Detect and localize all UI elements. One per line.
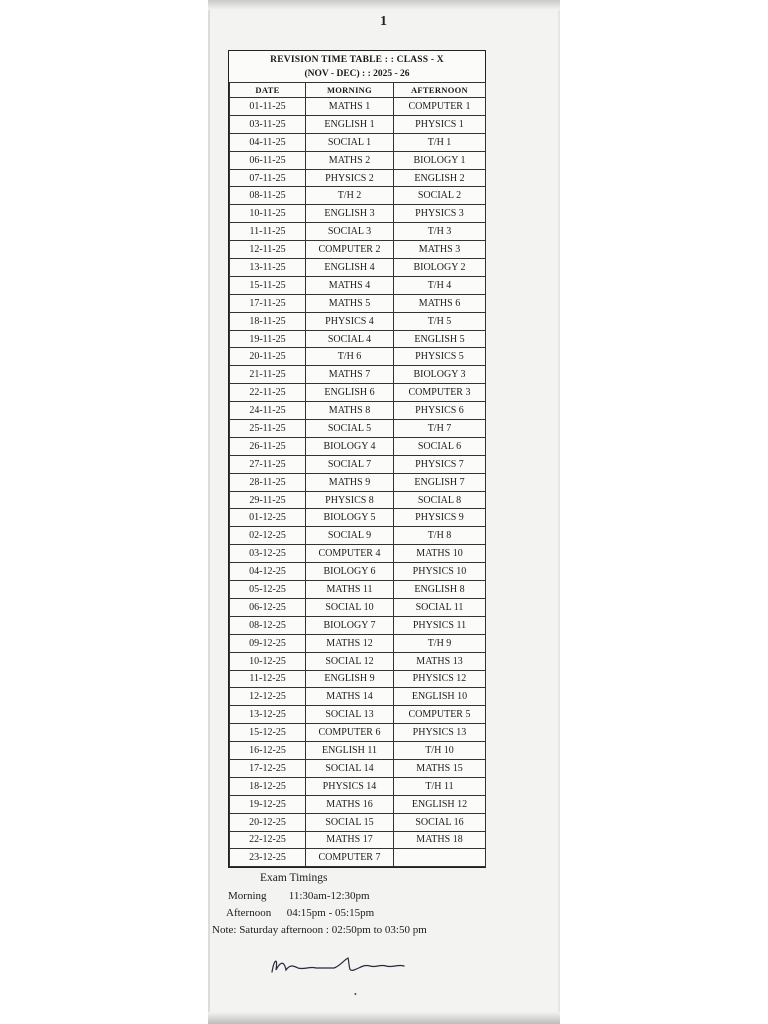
afternoon-cell: SOCIAL 16 xyxy=(394,813,486,831)
morning-cell: MATHS 11 xyxy=(306,581,394,599)
afternoon-cell: COMPUTER 5 xyxy=(394,706,486,724)
afternoon-cell: T/H 10 xyxy=(394,742,486,760)
morning-cell: PHYSICS 8 xyxy=(306,491,394,509)
afternoon-cell: PHYSICS 10 xyxy=(394,563,486,581)
morning-cell: MATHS 8 xyxy=(306,402,394,420)
date-cell: 08-11-25 xyxy=(230,187,306,205)
morning-cell: COMPUTER 7 xyxy=(306,849,394,867)
table-row xyxy=(230,545,486,563)
date-cell: 12-12-25 xyxy=(230,688,306,706)
afternoon-cell: ENGLISH 5 xyxy=(394,330,486,348)
table-row xyxy=(230,455,486,473)
afternoon-cell: SOCIAL 11 xyxy=(394,598,486,616)
afternoon-cell: BIOLOGY 2 xyxy=(394,259,486,277)
date-cell: 08-12-25 xyxy=(230,616,306,634)
afternoon-cell: ENGLISH 12 xyxy=(394,795,486,813)
paper-top-edge xyxy=(208,0,560,10)
afternoon-cell: MATHS 15 xyxy=(394,759,486,777)
table-row xyxy=(230,598,486,616)
afternoon-cell: MATHS 18 xyxy=(394,831,486,849)
date-cell: 23-12-25 xyxy=(230,849,306,867)
table-row xyxy=(230,241,486,259)
table-row xyxy=(230,742,486,760)
table-row xyxy=(230,616,486,634)
afternoon-cell: BIOLOGY 1 xyxy=(394,151,486,169)
afternoon-timing xyxy=(226,905,374,922)
afternoon-cell: T/H 7 xyxy=(394,420,486,438)
morning-cell: COMPUTER 2 xyxy=(306,241,394,259)
table-row xyxy=(230,151,486,169)
table-row xyxy=(230,276,486,294)
table-row xyxy=(230,98,486,116)
afternoon-label: Afternoon xyxy=(226,907,272,919)
table-row xyxy=(230,831,486,849)
morning-cell: SOCIAL 4 xyxy=(306,330,394,348)
table-row xyxy=(230,849,486,867)
date-cell: 13-12-25 xyxy=(230,706,306,724)
morning-cell: SOCIAL 9 xyxy=(306,527,394,545)
morning-cell: T/H 2 xyxy=(306,187,394,205)
header-afternoon: AFTERNOON xyxy=(394,83,486,98)
afternoon-cell: SOCIAL 8 xyxy=(394,491,486,509)
morning-cell: PHYSICS 2 xyxy=(306,169,394,187)
saturday-note: Note: Saturday afternoon : 02:50pm to 03:50 pm xyxy=(212,924,427,936)
date-cell: 12-11-25 xyxy=(230,241,306,259)
date-cell: 05-12-25 xyxy=(230,581,306,599)
date-cell: 04-11-25 xyxy=(230,133,306,151)
morning-cell: MATHS 4 xyxy=(306,276,394,294)
table-row xyxy=(230,205,486,223)
table-row xyxy=(230,348,486,366)
morning-cell: ENGLISH 1 xyxy=(306,115,394,133)
table-row xyxy=(230,169,486,187)
page-mark: • xyxy=(354,990,357,999)
date-cell: 21-11-25 xyxy=(230,366,306,384)
date-cell: 03-11-25 xyxy=(230,115,306,133)
table-row xyxy=(230,420,486,438)
date-cell: 10-12-25 xyxy=(230,652,306,670)
table-row xyxy=(230,330,486,348)
header-date: DATE xyxy=(230,83,306,98)
morning-cell: COMPUTER 6 xyxy=(306,724,394,742)
afternoon-cell: MATHS 6 xyxy=(394,294,486,312)
table-row xyxy=(230,294,486,312)
afternoon-cell: PHYSICS 7 xyxy=(394,455,486,473)
date-cell: 29-11-25 xyxy=(230,491,306,509)
afternoon-cell: ENGLISH 10 xyxy=(394,688,486,706)
morning-label: Morning xyxy=(228,890,267,902)
date-cell: 18-11-25 xyxy=(230,312,306,330)
timetable-subtitle: (NOV - DEC) : : 2025 - 26 xyxy=(304,69,410,79)
date-cell: 01-11-25 xyxy=(230,98,306,116)
document-page xyxy=(208,0,560,1024)
table-row xyxy=(230,563,486,581)
date-cell: 09-12-25 xyxy=(230,634,306,652)
date-cell: 20-12-25 xyxy=(230,813,306,831)
date-cell: 17-12-25 xyxy=(230,759,306,777)
afternoon-cell: SOCIAL 2 xyxy=(394,187,486,205)
date-cell: 24-11-25 xyxy=(230,402,306,420)
paper-bottom-edge xyxy=(208,1012,560,1024)
table-row xyxy=(230,688,486,706)
table-row xyxy=(230,813,486,831)
morning-cell: ENGLISH 9 xyxy=(306,670,394,688)
table-row xyxy=(230,437,486,455)
date-cell: 02-12-25 xyxy=(230,527,306,545)
table-row xyxy=(230,724,486,742)
morning-cell: SOCIAL 13 xyxy=(306,706,394,724)
header-row xyxy=(230,83,486,98)
table-row xyxy=(230,777,486,795)
date-cell: 10-11-25 xyxy=(230,205,306,223)
table-row xyxy=(230,115,486,133)
morning-cell: MATHS 7 xyxy=(306,366,394,384)
date-cell: 11-11-25 xyxy=(230,223,306,241)
table-row xyxy=(230,133,486,151)
table-row xyxy=(230,366,486,384)
morning-cell: SOCIAL 1 xyxy=(306,133,394,151)
date-cell: 25-11-25 xyxy=(230,420,306,438)
afternoon-cell: SOCIAL 6 xyxy=(394,437,486,455)
timetable-grid xyxy=(229,82,486,867)
date-cell: 06-12-25 xyxy=(230,598,306,616)
morning-cell: COMPUTER 4 xyxy=(306,545,394,563)
table-row xyxy=(230,759,486,777)
afternoon-cell: MATHS 3 xyxy=(394,241,486,259)
morning-cell: ENGLISH 11 xyxy=(306,742,394,760)
table-row xyxy=(230,473,486,491)
date-cell: 03-12-25 xyxy=(230,545,306,563)
afternoon-cell: PHYSICS 5 xyxy=(394,348,486,366)
date-cell: 16-12-25 xyxy=(230,742,306,760)
date-cell: 06-11-25 xyxy=(230,151,306,169)
date-cell: 28-11-25 xyxy=(230,473,306,491)
table-row xyxy=(230,384,486,402)
morning-cell: BIOLOGY 6 xyxy=(306,563,394,581)
date-cell: 07-11-25 xyxy=(230,169,306,187)
afternoon-cell: T/H 4 xyxy=(394,276,486,294)
morning-cell: MATHS 17 xyxy=(306,831,394,849)
date-cell: 27-11-25 xyxy=(230,455,306,473)
morning-time: 11:30am-12:30pm xyxy=(288,890,370,902)
morning-cell: ENGLISH 6 xyxy=(306,384,394,402)
afternoon-cell: MATHS 13 xyxy=(394,652,486,670)
morning-cell: MATHS 5 xyxy=(306,294,394,312)
afternoon-cell: ENGLISH 7 xyxy=(394,473,486,491)
date-cell: 13-11-25 xyxy=(230,259,306,277)
date-cell: 17-11-25 xyxy=(230,294,306,312)
afternoon-cell: T/H 9 xyxy=(394,634,486,652)
timetable xyxy=(228,50,486,868)
afternoon-cell: PHYSICS 3 xyxy=(394,205,486,223)
afternoon-cell: BIOLOGY 3 xyxy=(394,366,486,384)
date-cell: 26-11-25 xyxy=(230,437,306,455)
date-cell: 04-12-25 xyxy=(230,563,306,581)
timetable-title: REVISION TIME TABLE : : CLASS - X xyxy=(270,55,444,65)
date-cell: 20-11-25 xyxy=(230,348,306,366)
table-row xyxy=(230,187,486,205)
date-cell: 19-11-25 xyxy=(230,330,306,348)
table-row xyxy=(230,402,486,420)
date-cell: 15-12-25 xyxy=(230,724,306,742)
table-row xyxy=(230,223,486,241)
afternoon-cell: PHYSICS 6 xyxy=(394,402,486,420)
afternoon-cell: PHYSICS 1 xyxy=(394,115,486,133)
table-row xyxy=(230,581,486,599)
morning-cell: PHYSICS 4 xyxy=(306,312,394,330)
date-cell: 01-12-25 xyxy=(230,509,306,527)
morning-cell: MATHS 12 xyxy=(306,634,394,652)
afternoon-cell: ENGLISH 8 xyxy=(394,581,486,599)
page-number: 1 xyxy=(380,14,387,29)
morning-cell: ENGLISH 4 xyxy=(306,259,394,277)
morning-cell: BIOLOGY 7 xyxy=(306,616,394,634)
signature xyxy=(264,946,414,982)
afternoon-cell: T/H 5 xyxy=(394,312,486,330)
morning-cell: BIOLOGY 5 xyxy=(306,509,394,527)
header-morning: MORNING xyxy=(306,83,394,98)
afternoon-cell: T/H 1 xyxy=(394,133,486,151)
morning-cell: PHYSICS 14 xyxy=(306,777,394,795)
morning-cell: MATHS 16 xyxy=(306,795,394,813)
morning-cell: SOCIAL 3 xyxy=(306,223,394,241)
morning-cell: SOCIAL 14 xyxy=(306,759,394,777)
afternoon-cell xyxy=(394,849,486,867)
exam-timings-heading: Exam Timings xyxy=(260,872,328,884)
afternoon-cell: PHYSICS 11 xyxy=(394,616,486,634)
afternoon-cell: COMPUTER 3 xyxy=(394,384,486,402)
table-row xyxy=(230,259,486,277)
table-row xyxy=(230,670,486,688)
morning-cell: SOCIAL 10 xyxy=(306,598,394,616)
table-row xyxy=(230,527,486,545)
afternoon-cell: ENGLISH 2 xyxy=(394,169,486,187)
date-cell: 11-12-25 xyxy=(230,670,306,688)
background xyxy=(0,0,208,1024)
afternoon-cell: MATHS 10 xyxy=(394,545,486,563)
timetable-body xyxy=(230,98,486,867)
morning-cell: MATHS 1 xyxy=(306,98,394,116)
morning-cell: ENGLISH 3 xyxy=(306,205,394,223)
morning-cell: SOCIAL 5 xyxy=(306,420,394,438)
afternoon-cell: COMPUTER 1 xyxy=(394,98,486,116)
date-cell: 15-11-25 xyxy=(230,276,306,294)
morning-cell: MATHS 9 xyxy=(306,473,394,491)
table-row xyxy=(230,706,486,724)
morning-cell: T/H 6 xyxy=(306,348,394,366)
afternoon-cell: T/H 3 xyxy=(394,223,486,241)
afternoon-cell: T/H 11 xyxy=(394,777,486,795)
morning-cell: SOCIAL 12 xyxy=(306,652,394,670)
morning-cell: SOCIAL 15 xyxy=(306,813,394,831)
table-row xyxy=(230,795,486,813)
afternoon-cell: PHYSICS 13 xyxy=(394,724,486,742)
table-row xyxy=(230,652,486,670)
morning-cell: MATHS 14 xyxy=(306,688,394,706)
morning-cell: BIOLOGY 4 xyxy=(306,437,394,455)
date-cell: 22-12-25 xyxy=(230,831,306,849)
table-row xyxy=(230,634,486,652)
date-cell: 22-11-25 xyxy=(230,384,306,402)
afternoon-cell: PHYSICS 12 xyxy=(394,670,486,688)
afternoon-cell: T/H 8 xyxy=(394,527,486,545)
date-cell: 18-12-25 xyxy=(230,777,306,795)
table-row xyxy=(230,312,486,330)
afternoon-time: 04:15pm - 05:15pm xyxy=(286,907,375,919)
date-cell: 19-12-25 xyxy=(230,795,306,813)
table-row xyxy=(230,491,486,509)
table-row xyxy=(230,509,486,527)
morning-cell: MATHS 2 xyxy=(306,151,394,169)
afternoon-cell: PHYSICS 9 xyxy=(394,509,486,527)
morning-timing xyxy=(228,888,370,905)
morning-cell: SOCIAL 7 xyxy=(306,455,394,473)
